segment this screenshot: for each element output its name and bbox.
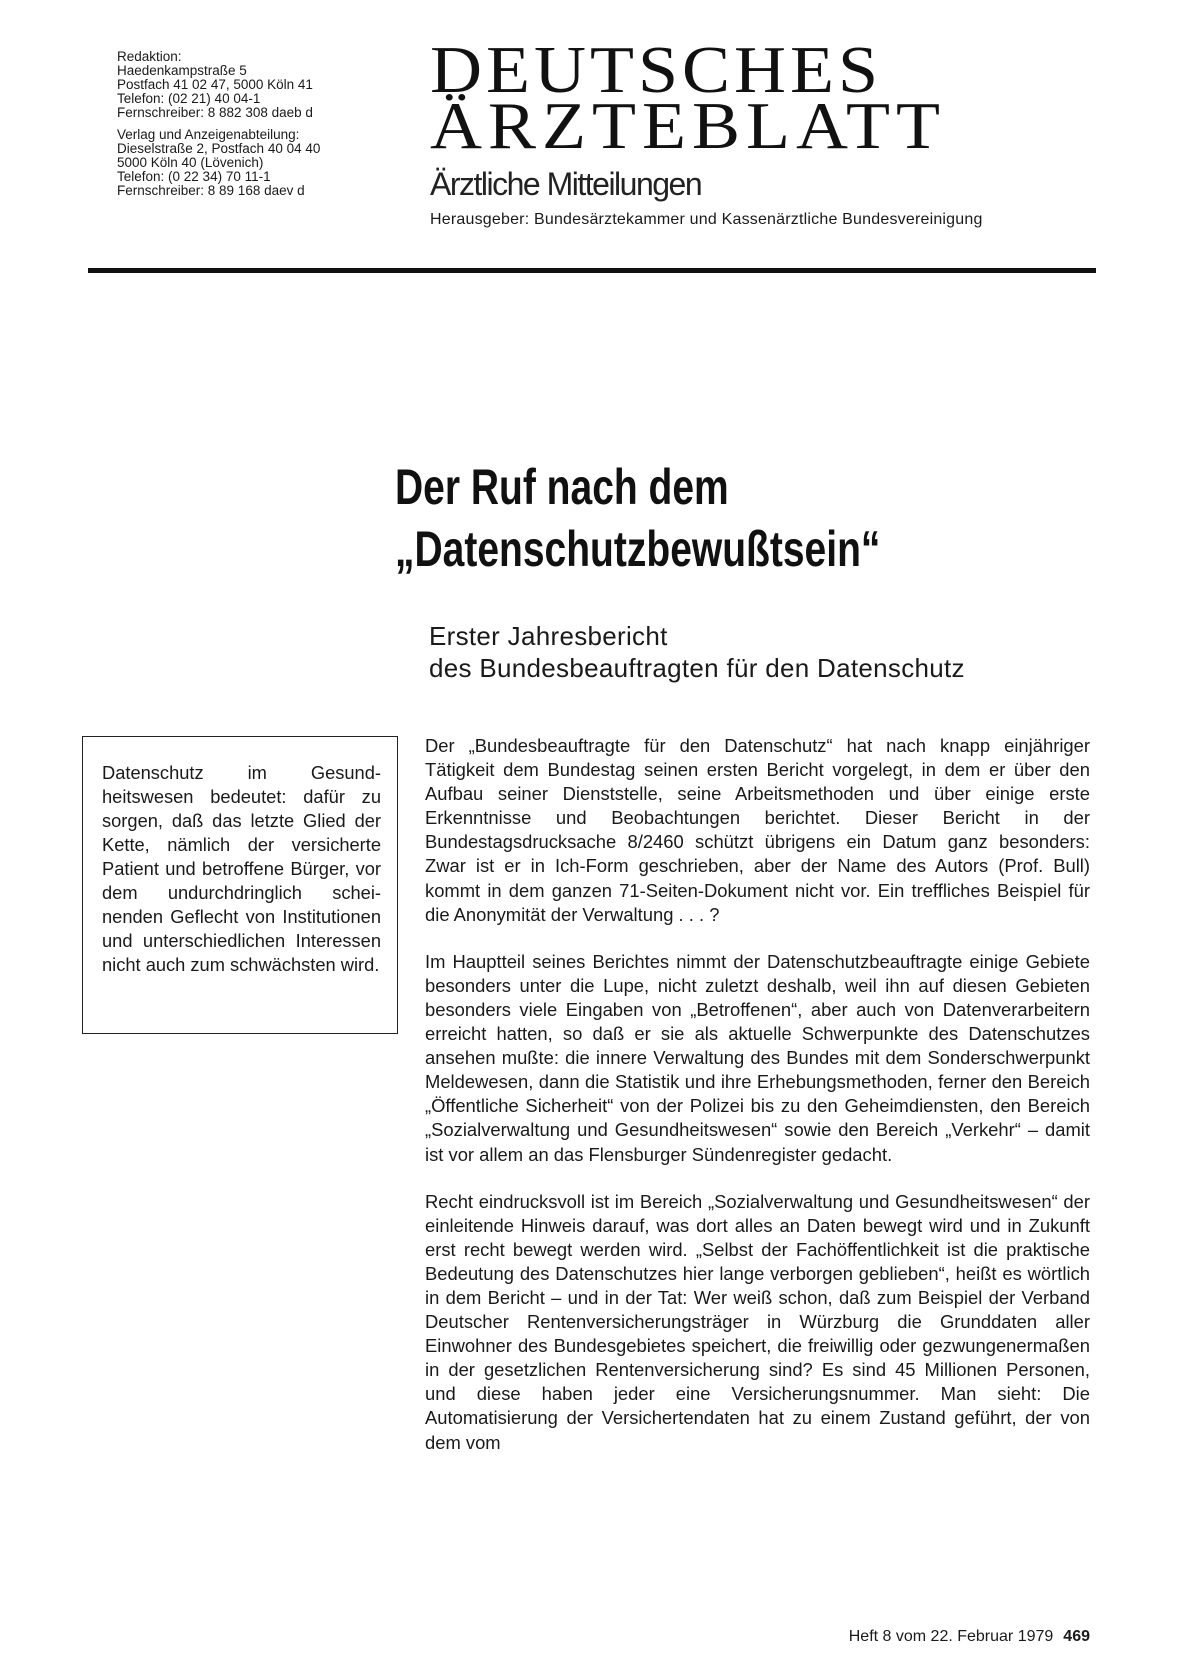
editorial-address xyxy=(117,50,387,120)
subhead-line2: des Bundesbeauftragten für den Datenschutz xyxy=(429,653,965,683)
body-paragraph: Der „Bundesbeauftragte für den Datenschutz“ hat nach knapp einjähriger Tätigkeit dem Bundestag seinen ersten Bericht vorgelegt, in dem er über den Aufbau seiner Dienststelle, seine Arbeitsmethoden und über einige erste Erkenntnisse und Beobachtungen berichtet. Dieser Bericht in der Bundestagsdrucksache 8/2460 schützt übrigens ein Datum ganz besonders: Zwar ist er in Ich-Form geschrieben, aber der Name des Autors (Prof. Bull) kommt in dem ganzen 71-Seiten-Dokument nicht vor. Ein treffliches Beispiel für die Anonymität der Verwaltung . . . ? xyxy=(425,735,1090,925)
masthead-title-line2: ÄRZTEBLATT xyxy=(430,88,946,163)
subhead-line1: Erster Jahresbericht xyxy=(429,621,668,651)
contact-info xyxy=(117,50,387,198)
contact-line: 5000 Köln 40 (Lövenich) xyxy=(117,155,264,170)
contact-line: Telefon: (02 21) 40 04-1 xyxy=(117,91,261,106)
page-number: 469 xyxy=(1063,1628,1090,1645)
body-paragraph: Recht eindrucksvoll ist im Bereich „Sozialverwaltung und Gesundheitswesen“ der einleitende Hinweis darauf, was dort alles an Daten bewegt wird und in Zukunft erst recht bewegt werden wird. „Selbst der Fachöffentlichkeit ist die praktische Bedeutung des Datenschutzes hier lange verborgen geblieben“, heißt es wörtlich in dem Bericht – und in der Tat: Wer weiß schon, daß zum Beispiel der Verband Deutscher Rentenversicherungsträger in Würzburg die Grunddaten aller Einwohner des Bundesgebietes speichert, die freiwillig oder gezwungenermaßen in der gesetzlichen Rentenversicherung sind? Es sind 45 Millionen Personen, und diese haben jeder eine Versicherungsnummer. Man sieht: Die Automatisierung der Versichertendaten hat zu einem Zustand geführt, der von dem vom xyxy=(425,1190,1090,1453)
headline-line1: Der Ruf nach dem xyxy=(395,459,729,515)
contact-line: Verlag und Anzeigenabteilung: xyxy=(117,127,300,142)
masthead-title-line1: DEUTSCHES xyxy=(430,32,883,107)
contact-line: Dieselstraße 2, Postfach 40 04 40 xyxy=(117,141,321,156)
contact-line: Haedenkampstraße 5 xyxy=(117,63,247,78)
contact-line: Telefon: (0 22 34) 70 11-1 xyxy=(117,169,271,184)
page-footer xyxy=(780,1628,1090,1646)
contact-line: Fernschreiber: 8 882 308 daeb d xyxy=(117,105,313,120)
masthead-rule xyxy=(88,268,1096,273)
masthead-publisher: Herausgeber: Bundesärztekammer und Kassenärztliche Bundesvereinigung xyxy=(430,211,983,228)
issue-info: Heft 8 vom 22. Februar 1979 xyxy=(848,1628,1054,1645)
masthead xyxy=(430,32,1100,229)
body-paragraph: Im Hauptteil seines Berichtes nimmt der Datenschutzbeauftragte einige Gebiete besonders unter die Lupe, nicht zuletzt deshalb, weil ihn auf diesen Gebieten besonders viele Eingaben von „Betroffenen“, aber auch von Datenverarbeitern erreicht hatten, so daß er sie als aktuelle Schwerpunkte des Datenschutzes ansehen mußte: die innere Verwaltung des Bundes mit dem Sonderschwerpunkt Meldewesen, dann die Statistik und ihre Erhebungsmethoden, ferner den Bereich „Öffentliche Sicherheit“ von der Polizei bis zu den Geheimdiensten, den Bereich „Sozialverwaltung und Gesundheitswesen“ sowie den Bereich „Verkehr“ – damit ist vor allem an das Flensburger Sündenregister gedacht. xyxy=(425,950,1090,1165)
article-subhead xyxy=(429,620,1089,684)
publisher-address xyxy=(117,128,387,198)
article-body xyxy=(425,734,1090,1478)
headline-line2: „Datenschutzbewußtsein“ xyxy=(395,521,881,577)
contact-line: Fernschreiber: 8 89 168 daev d xyxy=(117,183,305,198)
article-headline xyxy=(395,456,941,580)
summary-box xyxy=(82,736,398,1034)
contact-line: Postfach 41 02 47, 5000 Köln 41 xyxy=(117,77,313,92)
summary-text: Datenschutz im Gesundheitswesen bedeutet: dafür zu sorgen, daß das letzte Glied der Kette, nämlich der versicherte Patient und betroffene Bürger, vor dem undurchdringlich scheinenden Geflecht von Institutionen und unterschiedlichen Interessen nicht auch zum schwächsten wird. xyxy=(102,762,381,975)
masthead-subtitle: Ärztliche Mitteilungen xyxy=(430,166,702,202)
contact-line: Redaktion: xyxy=(117,49,182,64)
